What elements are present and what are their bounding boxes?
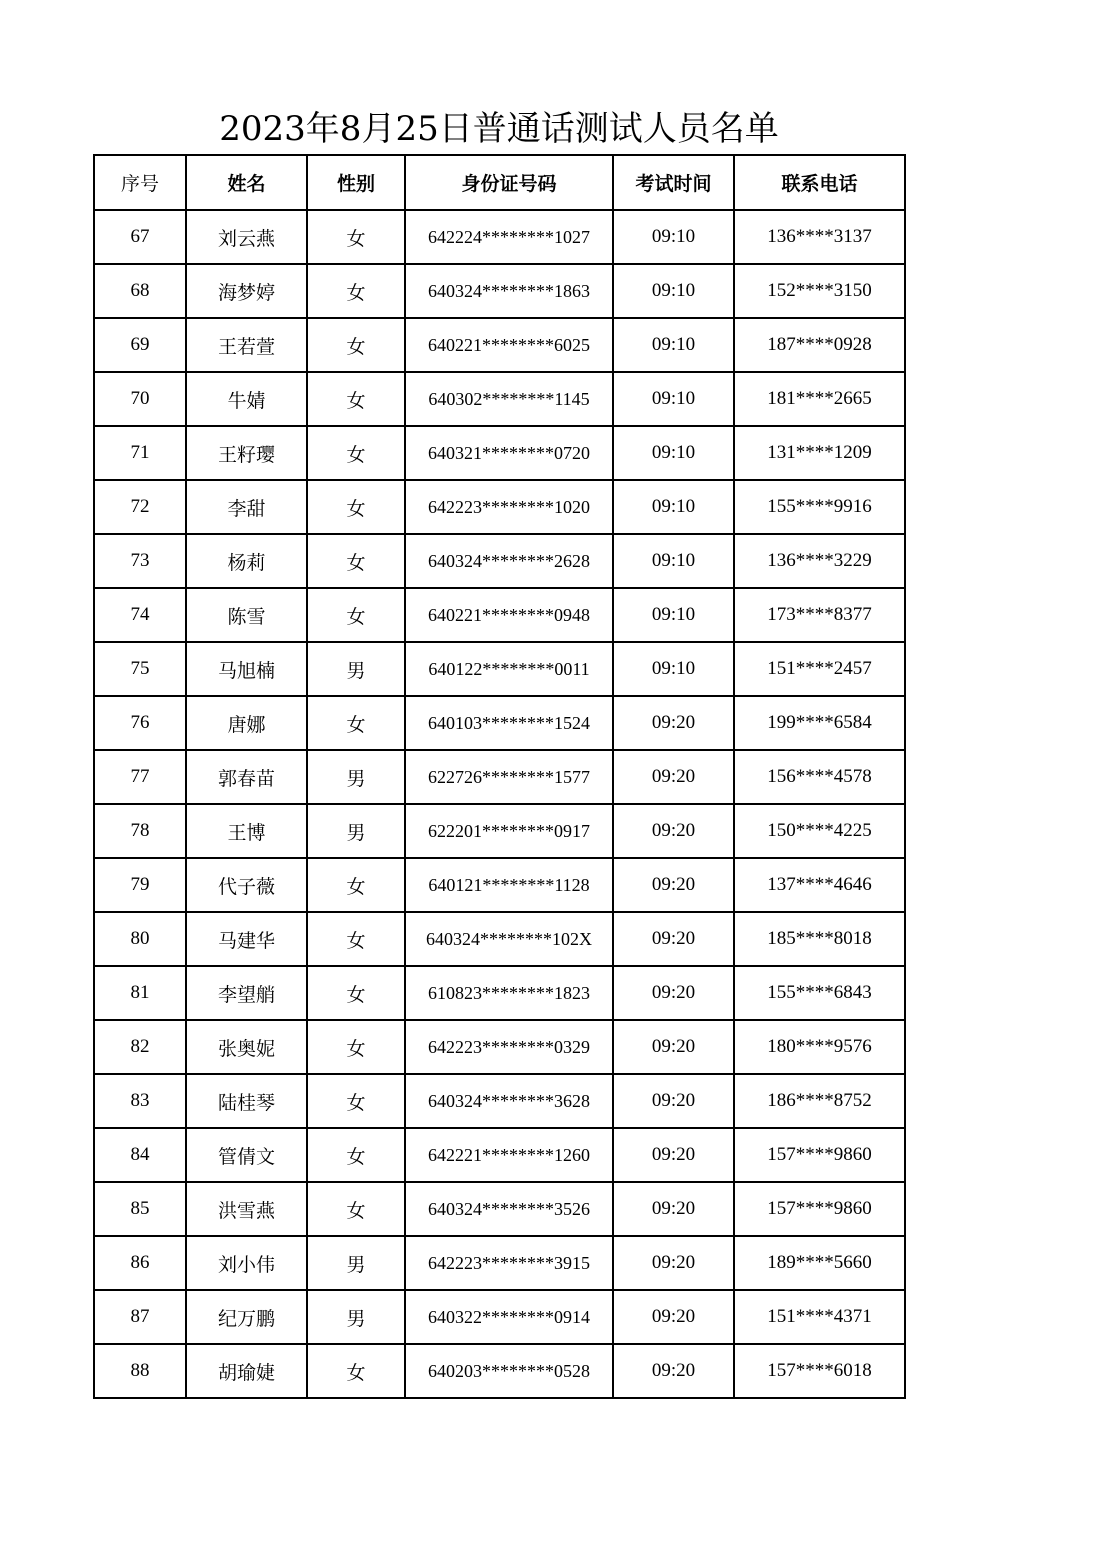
- header-row: [94, 155, 905, 210]
- cell-id-number: 640324********102X: [405, 912, 613, 966]
- cell-exam-time: 09:20: [613, 1344, 734, 1398]
- cell-exam-time: 09:20: [613, 1290, 734, 1344]
- cell-seq: 85: [94, 1182, 186, 1236]
- cell-id-number: 610823********1823: [405, 966, 613, 1020]
- cell-exam-time: 09:10: [613, 588, 734, 642]
- cell-name: 王博: [186, 804, 307, 858]
- table-row: [94, 1182, 905, 1236]
- table-row: [94, 588, 905, 642]
- cell-seq: 73: [94, 534, 186, 588]
- cell-phone: 155****6843: [734, 966, 905, 1020]
- table-row: [94, 1074, 905, 1128]
- table-row: [94, 858, 905, 912]
- cell-exam-time: 09:10: [613, 318, 734, 372]
- table-row: [94, 804, 905, 858]
- cell-phone: 157****9860: [734, 1182, 905, 1236]
- roster-table: [93, 154, 906, 1399]
- table-row: [94, 1020, 905, 1074]
- cell-id-number: 640322********0914: [405, 1290, 613, 1344]
- table-row: [94, 426, 905, 480]
- table-row: [94, 1128, 905, 1182]
- cell-seq: 69: [94, 318, 186, 372]
- cell-gender: 男: [307, 642, 405, 696]
- cell-gender: 女: [307, 1344, 405, 1398]
- table-row: [94, 1236, 905, 1290]
- cell-exam-time: 09:20: [613, 696, 734, 750]
- cell-exam-time: 09:10: [613, 642, 734, 696]
- cell-seq: 71: [94, 426, 186, 480]
- table-row: [94, 264, 905, 318]
- cell-exam-time: 09:20: [613, 750, 734, 804]
- cell-seq: 82: [94, 1020, 186, 1074]
- cell-id-number: 642224********1027: [405, 210, 613, 264]
- cell-name: 张奥妮: [186, 1020, 307, 1074]
- cell-seq: 83: [94, 1074, 186, 1128]
- cell-id-number: 640122********0011: [405, 642, 613, 696]
- cell-phone: 137****4646: [734, 858, 905, 912]
- cell-seq: 84: [94, 1128, 186, 1182]
- cell-gender: 男: [307, 1290, 405, 1344]
- cell-id-number: 642223********1020: [405, 480, 613, 534]
- page-title: 2023年8月25日普通话测试人员名单: [219, 109, 779, 149]
- cell-gender: 女: [307, 426, 405, 480]
- cell-seq: 68: [94, 264, 186, 318]
- cell-name: 刘小伟: [186, 1236, 307, 1290]
- cell-id-number: 640121********1128: [405, 858, 613, 912]
- cell-phone: 136****3229: [734, 534, 905, 588]
- table-row: [94, 1344, 905, 1398]
- cell-exam-time: 09:20: [613, 1128, 734, 1182]
- cell-name: 刘云燕: [186, 210, 307, 264]
- column-header-phone: 联系电话: [734, 155, 905, 210]
- table-row: [94, 966, 905, 1020]
- cell-name: 郭春苗: [186, 750, 307, 804]
- cell-name: 马建华: [186, 912, 307, 966]
- cell-phone: 199****6584: [734, 696, 905, 750]
- cell-name: 杨莉: [186, 534, 307, 588]
- cell-seq: 75: [94, 642, 186, 696]
- cell-id-number: 642223********3915: [405, 1236, 613, 1290]
- cell-phone: 155****9916: [734, 480, 905, 534]
- column-header-name: 姓名: [186, 155, 307, 210]
- cell-gender: 女: [307, 696, 405, 750]
- cell-seq: 76: [94, 696, 186, 750]
- cell-exam-time: 09:10: [613, 264, 734, 318]
- table-row: [94, 912, 905, 966]
- cell-name: 牛婧: [186, 372, 307, 426]
- table-row: [94, 210, 905, 264]
- cell-seq: 87: [94, 1290, 186, 1344]
- cell-id-number: 640324********2628: [405, 534, 613, 588]
- cell-phone: 131****1209: [734, 426, 905, 480]
- table-row: [94, 696, 905, 750]
- cell-seq: 67: [94, 210, 186, 264]
- cell-seq: 86: [94, 1236, 186, 1290]
- cell-gender: 女: [307, 1128, 405, 1182]
- cell-exam-time: 09:20: [613, 1020, 734, 1074]
- cell-id-number: 640302********1145: [405, 372, 613, 426]
- column-header-gender: 性别: [307, 155, 405, 210]
- cell-gender: 女: [307, 372, 405, 426]
- cell-gender: 女: [307, 264, 405, 318]
- cell-seq: 81: [94, 966, 186, 1020]
- cell-exam-time: 09:20: [613, 966, 734, 1020]
- cell-exam-time: 09:10: [613, 426, 734, 480]
- cell-phone: 157****9860: [734, 1128, 905, 1182]
- cell-phone: 136****3137: [734, 210, 905, 264]
- table-row: [94, 642, 905, 696]
- cell-gender: 女: [307, 588, 405, 642]
- cell-gender: 女: [307, 858, 405, 912]
- cell-phone: 151****4371: [734, 1290, 905, 1344]
- cell-id-number: 640103********1524: [405, 696, 613, 750]
- cell-name: 管倩文: [186, 1128, 307, 1182]
- cell-phone: 185****8018: [734, 912, 905, 966]
- cell-name: 唐娜: [186, 696, 307, 750]
- column-header-exam-time: 考试时间: [613, 155, 734, 210]
- cell-phone: 187****0928: [734, 318, 905, 372]
- table-row: [94, 318, 905, 372]
- cell-gender: 女: [307, 1074, 405, 1128]
- cell-id-number: 622726********1577: [405, 750, 613, 804]
- cell-id-number: 640324********3628: [405, 1074, 613, 1128]
- cell-name: 代子薇: [186, 858, 307, 912]
- cell-exam-time: 09:10: [613, 480, 734, 534]
- table-row: [94, 480, 905, 534]
- cell-id-number: 642223********0329: [405, 1020, 613, 1074]
- cell-phone: 181****2665: [734, 372, 905, 426]
- cell-name: 王若萱: [186, 318, 307, 372]
- cell-phone: 151****2457: [734, 642, 905, 696]
- cell-phone: 152****3150: [734, 264, 905, 318]
- cell-name: 陆桂琴: [186, 1074, 307, 1128]
- cell-gender: 女: [307, 1020, 405, 1074]
- table-row: [94, 750, 905, 804]
- cell-gender: 男: [307, 804, 405, 858]
- table-row: [94, 534, 905, 588]
- cell-phone: 189****5660: [734, 1236, 905, 1290]
- cell-name: 纪万鹏: [186, 1290, 307, 1344]
- cell-name: 李甜: [186, 480, 307, 534]
- cell-gender: 男: [307, 750, 405, 804]
- column-header-id-number: 身份证号码: [405, 155, 613, 210]
- cell-id-number: 640221********0948: [405, 588, 613, 642]
- cell-gender: 女: [307, 480, 405, 534]
- cell-exam-time: 09:20: [613, 804, 734, 858]
- cell-exam-time: 09:20: [613, 1074, 734, 1128]
- cell-id-number: 642221********1260: [405, 1128, 613, 1182]
- cell-name: 马旭楠: [186, 642, 307, 696]
- cell-seq: 77: [94, 750, 186, 804]
- table-row: [94, 372, 905, 426]
- cell-name: 海梦婷: [186, 264, 307, 318]
- cell-gender: 男: [307, 1236, 405, 1290]
- cell-exam-time: 09:20: [613, 1236, 734, 1290]
- cell-id-number: 640321********0720: [405, 426, 613, 480]
- cell-id-number: 640324********3526: [405, 1182, 613, 1236]
- cell-exam-time: 09:10: [613, 372, 734, 426]
- cell-seq: 70: [94, 372, 186, 426]
- cell-id-number: 640324********1863: [405, 264, 613, 318]
- cell-phone: 180****9576: [734, 1020, 905, 1074]
- cell-name: 洪雪燕: [186, 1182, 307, 1236]
- cell-phone: 173****8377: [734, 588, 905, 642]
- cell-phone: 150****4225: [734, 804, 905, 858]
- cell-exam-time: 09:20: [613, 912, 734, 966]
- cell-exam-time: 09:10: [613, 534, 734, 588]
- cell-name: 胡瑜婕: [186, 1344, 307, 1398]
- cell-id-number: 640221********6025: [405, 318, 613, 372]
- cell-seq: 78: [94, 804, 186, 858]
- cell-seq: 74: [94, 588, 186, 642]
- cell-gender: 女: [307, 534, 405, 588]
- cell-seq: 88: [94, 1344, 186, 1398]
- cell-id-number: 622201********0917: [405, 804, 613, 858]
- cell-phone: 157****6018: [734, 1344, 905, 1398]
- cell-gender: 女: [307, 210, 405, 264]
- cell-gender: 女: [307, 912, 405, 966]
- cell-exam-time: 09:20: [613, 858, 734, 912]
- cell-exam-time: 09:20: [613, 1182, 734, 1236]
- cell-id-number: 640203********0528: [405, 1344, 613, 1398]
- roster-body: [94, 210, 905, 1398]
- cell-seq: 80: [94, 912, 186, 966]
- cell-phone: 156****4578: [734, 750, 905, 804]
- cell-gender: 女: [307, 318, 405, 372]
- column-header-seq: 序号: [94, 155, 186, 210]
- cell-name: 王籽璎: [186, 426, 307, 480]
- cell-phone: 186****8752: [734, 1074, 905, 1128]
- table-row: [94, 1290, 905, 1344]
- cell-name: 陈雪: [186, 588, 307, 642]
- cell-name: 李望艄: [186, 966, 307, 1020]
- cell-seq: 79: [94, 858, 186, 912]
- cell-exam-time: 09:10: [613, 210, 734, 264]
- cell-seq: 72: [94, 480, 186, 534]
- cell-gender: 女: [307, 1182, 405, 1236]
- cell-gender: 女: [307, 966, 405, 1020]
